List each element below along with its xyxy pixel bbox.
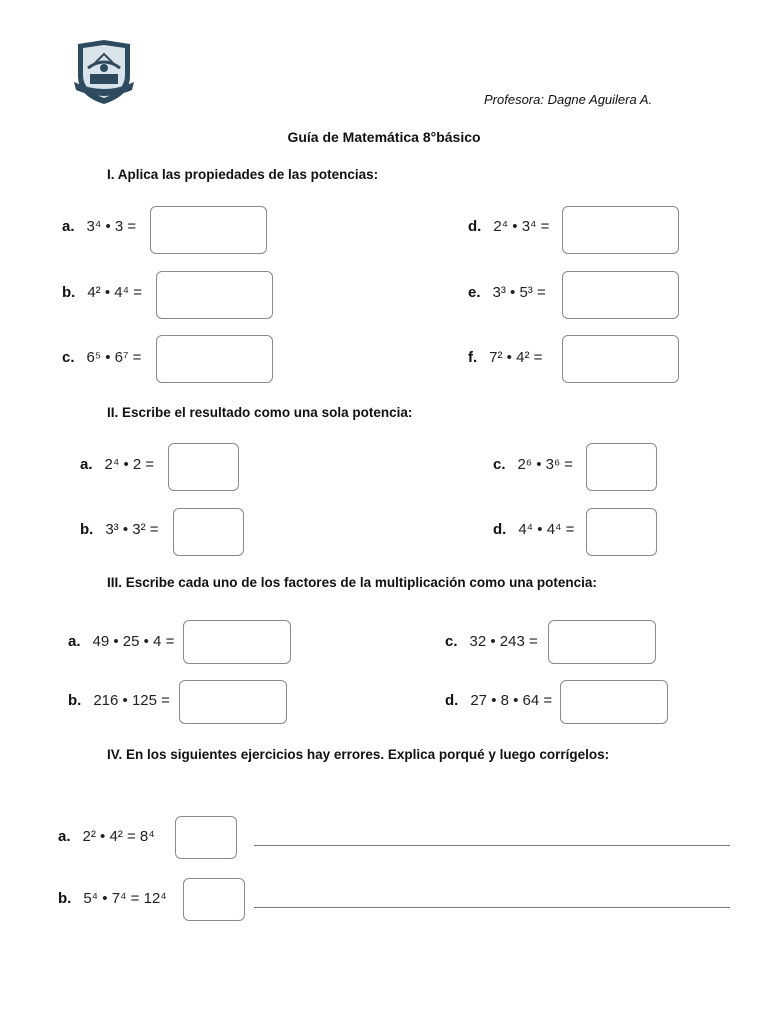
exercise-1a <box>62 218 136 235</box>
exercise-expression: 3³ • 3² = <box>105 521 159 538</box>
answer-box-2b[interactable] <box>173 508 244 556</box>
exercise-expression: 7² • 4² = <box>489 349 543 366</box>
answer-box-1f[interactable] <box>562 335 679 383</box>
explanation-line-4a[interactable] <box>254 845 730 846</box>
exercise-1e <box>468 284 546 301</box>
exercise-label: e. <box>468 284 481 301</box>
exercise-expression: 2⁴ • 2 = <box>104 456 155 473</box>
exercise-label: d. <box>468 218 482 235</box>
exercise-2c <box>493 456 573 473</box>
answer-box-1c[interactable] <box>156 335 273 383</box>
exercise-expression: 3⁴ • 3 = <box>86 218 137 235</box>
exercise-expression: 32 • 243 = <box>469 633 538 650</box>
answer-box-2a[interactable] <box>168 443 239 491</box>
explanation-line-4b[interactable] <box>254 907 730 908</box>
exercise-label: f. <box>468 349 478 366</box>
answer-box-1e[interactable] <box>562 271 679 319</box>
document-title: Guía de Matemática 8°básico <box>287 129 481 145</box>
exercise-label: b. <box>62 284 76 301</box>
answer-box-3c[interactable] <box>548 620 656 664</box>
exercise-label: b. <box>68 692 82 709</box>
answer-box-2c[interactable] <box>586 443 657 491</box>
exercise-label: c. <box>493 456 506 473</box>
section-1-heading: I. Aplica las propiedades de las potencias: <box>107 167 379 182</box>
section-4-heading: IV. En los siguientes ejercicios hay errores. Explica porqué y luego corrígelos: <box>107 747 610 762</box>
answer-box-4b[interactable] <box>183 878 245 921</box>
exercise-label: a. <box>62 218 75 235</box>
exercise-label: a. <box>58 828 71 845</box>
exercise-1f <box>468 349 542 366</box>
exercise-expression: 27 • 8 • 64 = <box>470 692 553 709</box>
teacher-name: Profesora: Dagne Aguilera A. <box>484 92 653 107</box>
exercise-expression: 2² • 4² = 8⁴ <box>82 828 155 845</box>
answer-box-1a[interactable] <box>150 206 267 254</box>
exercise-3c <box>445 633 538 650</box>
answer-box-4a[interactable] <box>175 816 237 859</box>
exercise-1b <box>62 284 142 301</box>
exercise-label: a. <box>80 456 93 473</box>
exercise-expression: 6⁵ • 6⁷ = <box>86 349 142 366</box>
exercise-3a <box>68 633 174 650</box>
section-2-heading: II. Escribe el resultado como una sola potencia: <box>107 405 413 420</box>
exercise-expression: 49 • 25 • 4 = <box>92 633 175 650</box>
section-3-heading: III. Escribe cada uno de los factores de la multiplicación como una potencia: <box>107 575 597 590</box>
exercise-expression: 4⁴ • 4⁴ = <box>518 521 575 538</box>
exercise-label: b. <box>58 890 72 907</box>
exercise-expression: 2⁴ • 3⁴ = <box>493 218 550 235</box>
exercise-label: d. <box>445 692 459 709</box>
exercise-expression: 2⁶ • 3⁶ = <box>517 456 574 473</box>
answer-box-1b[interactable] <box>156 271 273 319</box>
answer-box-3d[interactable] <box>560 680 668 724</box>
exercise-4a <box>58 828 155 845</box>
exercise-label: a. <box>68 633 81 650</box>
exercise-3b <box>68 692 170 709</box>
exercise-label: d. <box>493 521 507 538</box>
exercise-4b <box>58 890 167 907</box>
exercise-2b <box>80 521 159 538</box>
exercise-expression: 5⁴ • 7⁴ = 12⁴ <box>83 890 167 907</box>
exercise-2a <box>80 456 154 473</box>
school-crest-logo <box>72 38 136 106</box>
answer-box-2d[interactable] <box>586 508 657 556</box>
exercise-1c <box>62 349 141 366</box>
exercise-label: c. <box>445 633 458 650</box>
exercise-expression: 216 • 125 = <box>93 692 170 709</box>
exercise-1d <box>468 218 549 235</box>
exercise-label: c. <box>62 349 75 366</box>
exercise-expression: 3³ • 5³ = <box>492 284 546 301</box>
exercise-3d <box>445 692 552 709</box>
answer-box-3a[interactable] <box>183 620 291 664</box>
answer-box-1d[interactable] <box>562 206 679 254</box>
answer-box-3b[interactable] <box>179 680 287 724</box>
exercise-expression: 4² • 4⁴ = <box>87 284 142 301</box>
exercise-label: b. <box>80 521 94 538</box>
exercise-2d <box>493 521 574 538</box>
